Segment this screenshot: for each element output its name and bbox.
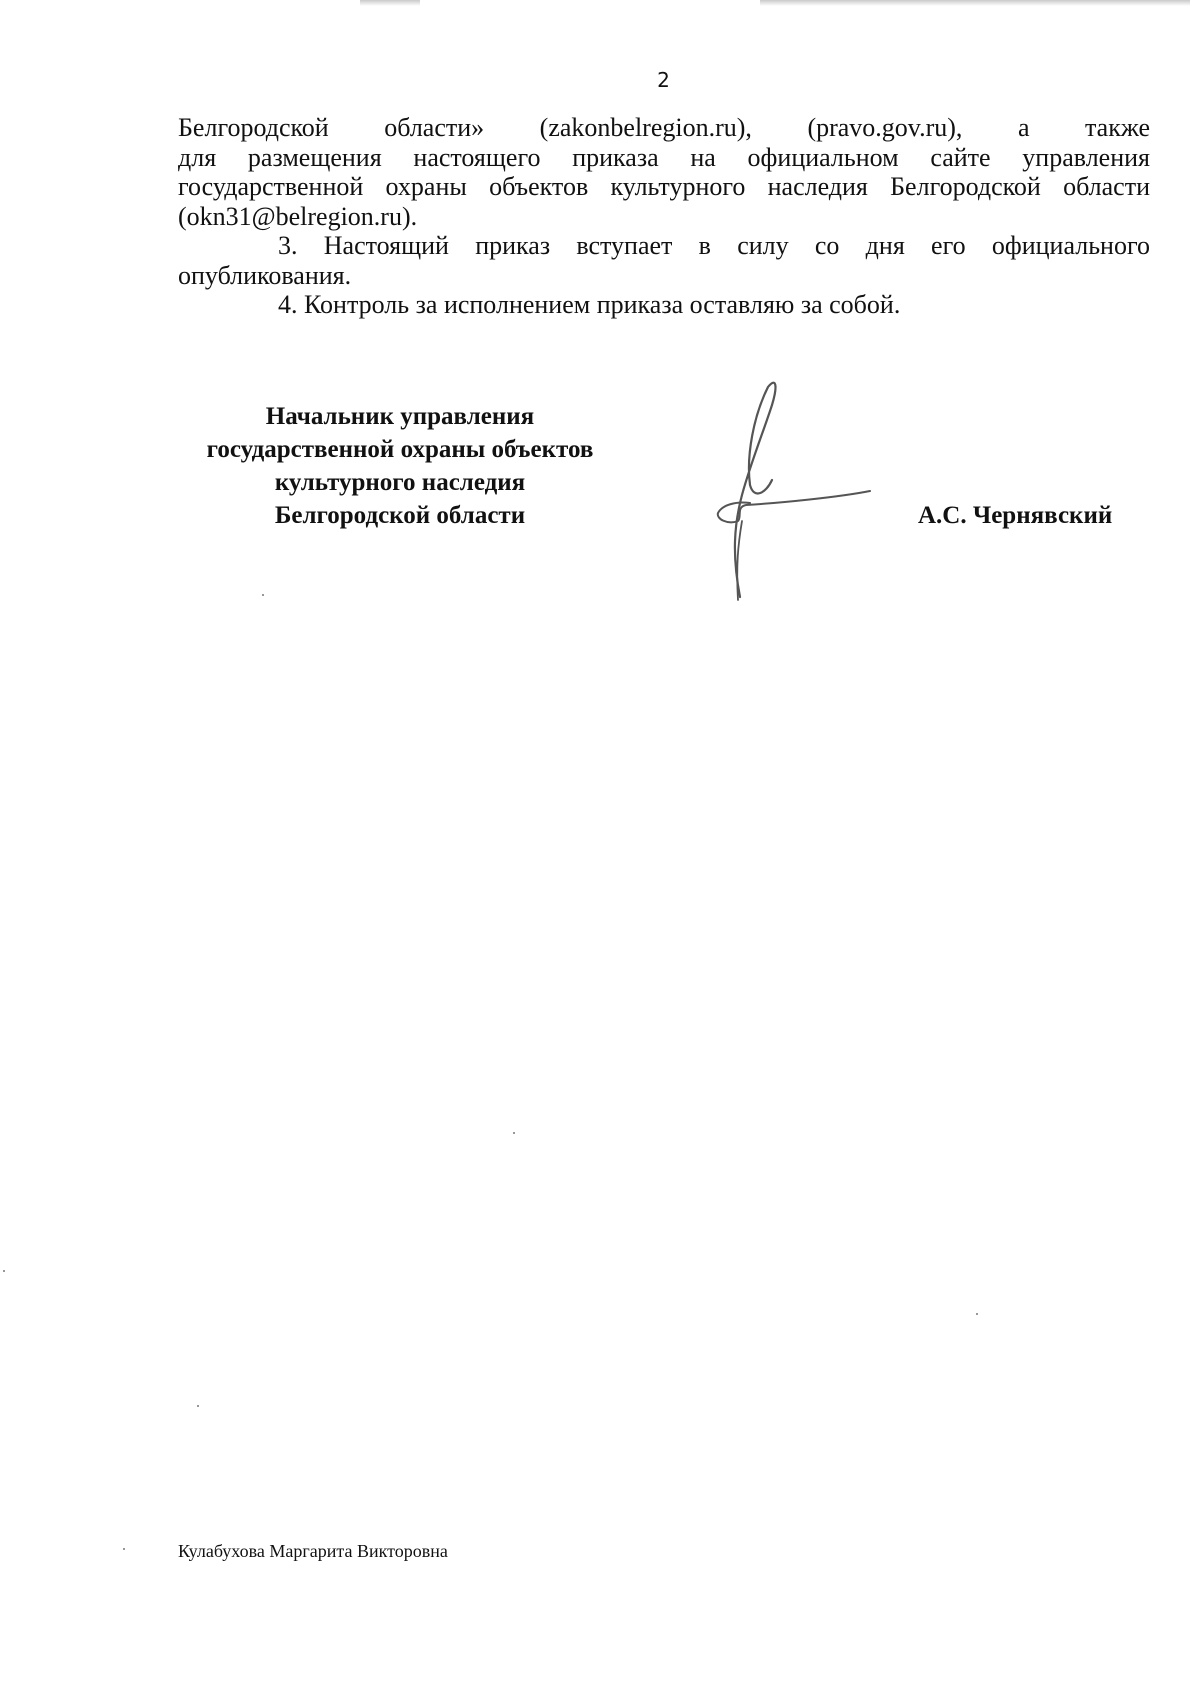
handwritten-signature bbox=[650, 375, 880, 605]
paragraph-1-line-3: государственной охраны объектов культурного наследия Белгородской области bbox=[178, 172, 1150, 201]
signatory-title-line: Белгородской области bbox=[274, 502, 526, 529]
word: (pravo.gov.ru), bbox=[807, 113, 963, 142]
signatory-title-line: культурного наследия bbox=[274, 469, 526, 496]
paragraph-1-line-2: для размещения настоящего приказа на официальном сайте управления bbox=[178, 142, 1150, 172]
signatory-title-line: Начальник управления bbox=[265, 403, 535, 430]
paragraph-1-line-4: (okn31@belregion.ru). bbox=[178, 201, 418, 231]
word: (zakonbelregion.ru), bbox=[539, 113, 752, 142]
paragraph-4: 4. Контроль за исполнением приказа оставляю за собой. bbox=[278, 290, 901, 319]
scan-speck bbox=[262, 594, 264, 596]
word: Белгородской bbox=[178, 113, 329, 142]
scan-speck bbox=[513, 1132, 515, 1134]
document-body bbox=[178, 113, 1150, 320]
paragraph-3-line-1: 3. Настоящий приказ вступает в силу со дня его официального bbox=[278, 231, 1150, 260]
scan-speck bbox=[976, 1313, 978, 1315]
scan-speck bbox=[123, 1548, 125, 1550]
signatory-title bbox=[170, 400, 630, 532]
scan-speck bbox=[3, 1270, 5, 1272]
scan-speck bbox=[197, 1405, 199, 1407]
scan-artifact bbox=[360, 0, 420, 6]
scan-artifact bbox=[760, 0, 1190, 6]
signatory-title-line: государственной охраны объектов bbox=[206, 436, 594, 463]
signatory-name: А.С. Чернявский bbox=[918, 502, 1113, 529]
word: а bbox=[1017, 113, 1030, 142]
paragraph-3-line-2: опубликования. bbox=[178, 260, 352, 290]
paragraph-1-line-1 bbox=[178, 113, 1150, 143]
page-number: 2 bbox=[657, 68, 670, 92]
word: также bbox=[1085, 113, 1151, 142]
executor-name: Кулабухова Маргарита Викторовна bbox=[178, 1541, 448, 1561]
word: области» bbox=[384, 113, 485, 142]
